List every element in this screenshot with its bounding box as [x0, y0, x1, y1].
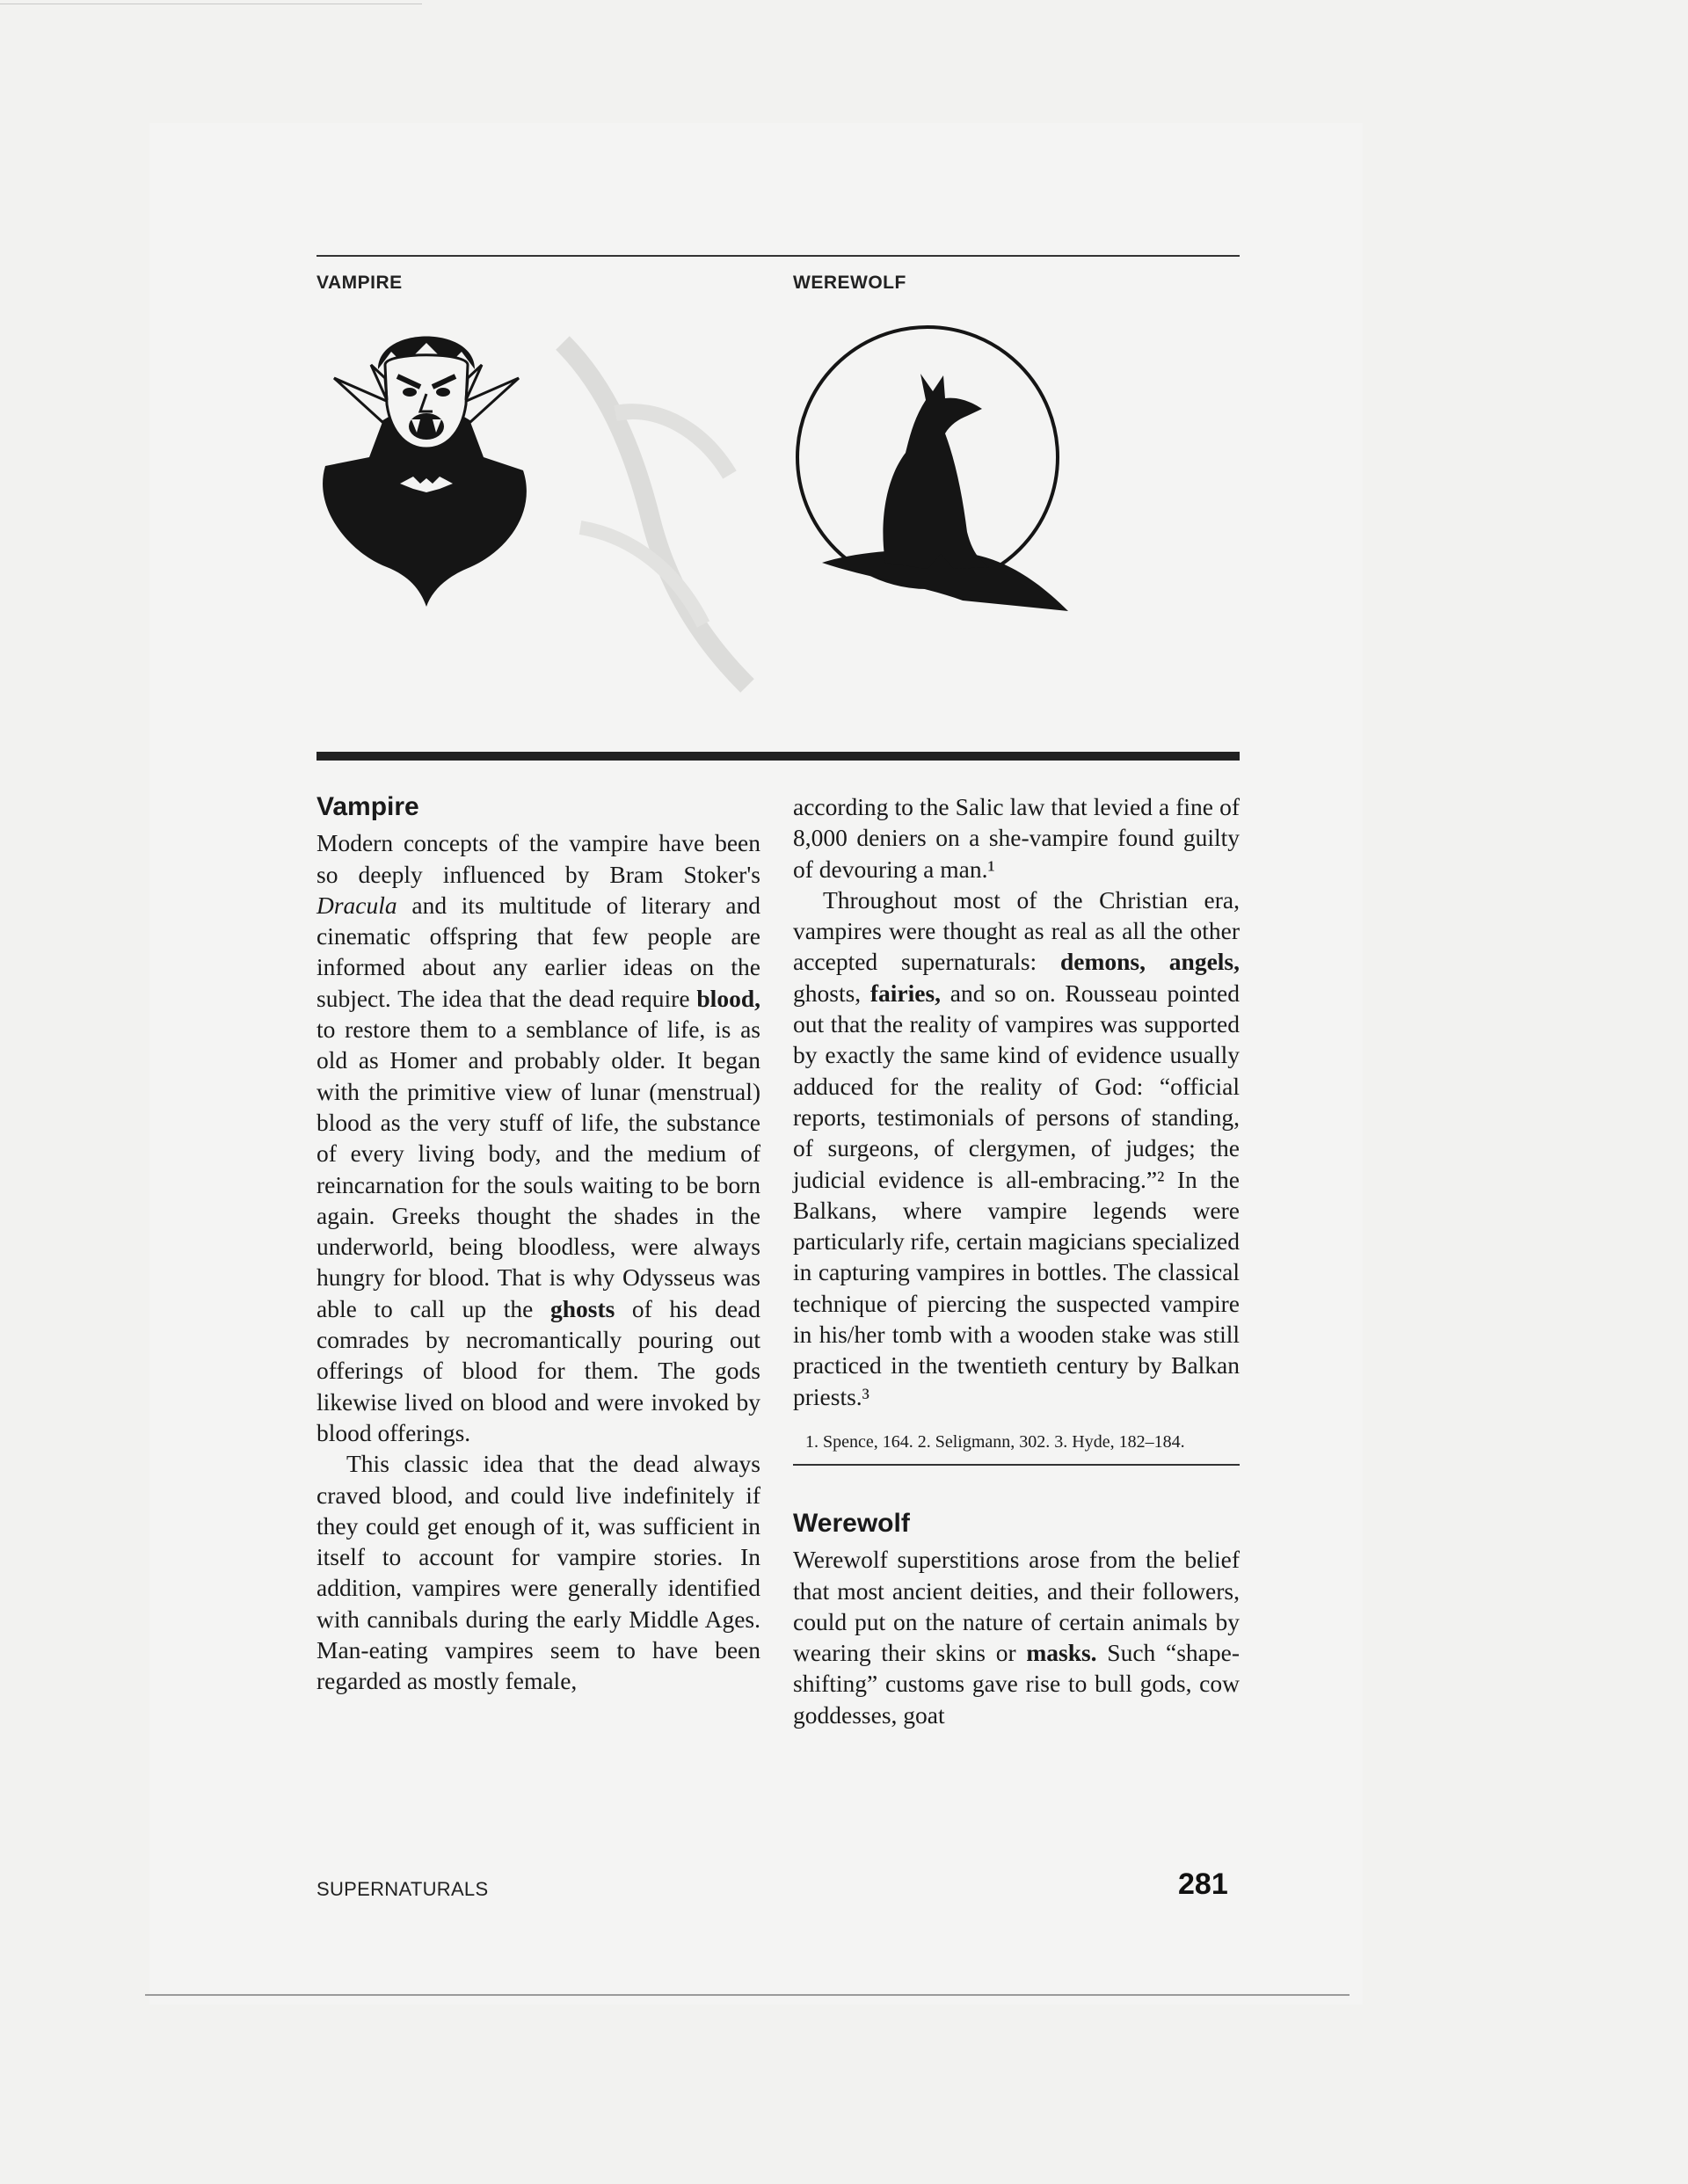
page-number: 281 [1178, 1867, 1228, 1901]
werewolf-heading: Werewolf [793, 1508, 910, 1538]
vampire-heading: Vampire [316, 792, 419, 821]
vampire-paragraph-4: Throughout most of the Christian era, vampires were thought as real as all the other accepted supernaturals: demons, angels, ghosts, fairies, and so on. Rousseau pointed out that the reality of vampires was supported by exactly the same kind of evidence usually adduced for the reality of God: “official reports, testimonials of persons of standing, of surgeons, of clergymen, of judges; the judicial evidence is all-embracing.”² In the Balkans, where vampire legends were particularly rife, certain magicians specialized in capturing vampires in bottles. The classical technique of piercing the suspected vampire in his/her tomb with a wooden stake was still practiced in the twentieth century by Balkan priests.³ [793, 885, 1241, 1410]
left-column [316, 791, 760, 1697]
bleed-through-artwork [528, 308, 809, 712]
footnotes: 1. Spence, 164. 2. Seligmann, 302. 3. Hyde, 182–184. [805, 1431, 1185, 1452]
footnote-rule [793, 1464, 1240, 1466]
werewolf-paragraph-1: Werewolf superstitions arose from the belief that most ancient deities, and their followers, could put on the nature of certain animals by wearing their skins or masks. Such “shape-shifting” customs gave rise to bull gods, cow goddesses, goat [793, 1546, 1240, 1729]
section-divider [316, 752, 1240, 761]
header-label-vampire: VAMPIRE [316, 273, 403, 293]
footer-section-label: SUPERNATURALS [316, 1878, 489, 1900]
scan-bottom-line [145, 1994, 1350, 1996]
vampire-dracula-icon [316, 317, 536, 607]
right-column [793, 791, 1240, 1730]
header-label-werewolf: WEREWOLF [793, 273, 906, 293]
header-rule [316, 255, 1240, 257]
vampire-paragraph-2: This classic idea that the dead always craved blood, and could live indefinitely if they could get enough of it, was sufficient in itself to account for vampire stories. In addition, vampires were generally identified with cannibals during the early Middle Ages. Man-eating vampires seem to have been regarded as mostly female, [316, 1450, 760, 1695]
vampire-paragraph-1: Modern concepts of the vampire have been so deeply influenced by Bram Stoker's Dracula and its multitude of literary and cinematic offspring that few people are informed about any earlier ideas on the subject. The idea that the dead require blood, to restore them to a semblance of life, is as old as Homer and probably older. It began with the primitive view of lunar (menstrual) blood as the very stuff of life, the substance of every living body, and the medium of reincarnation for the souls waiting to be born again. Greeks thought the shades in the underworld, being bloodless, were always hungry for blood. That is why Odysseus was able to call up the ghosts of his dead comrades by necromantically pouring out offerings of blood for them. The gods likewise lived on blood and were invoked by blood offerings. [316, 829, 760, 1446]
vampire-paragraph-3: according to the Salic law that levied a fine of 8,000 deniers on a she-vampire found guilty of devouring a man.¹ [793, 793, 1240, 883]
howling-wolf-moon-icon [787, 321, 1081, 620]
